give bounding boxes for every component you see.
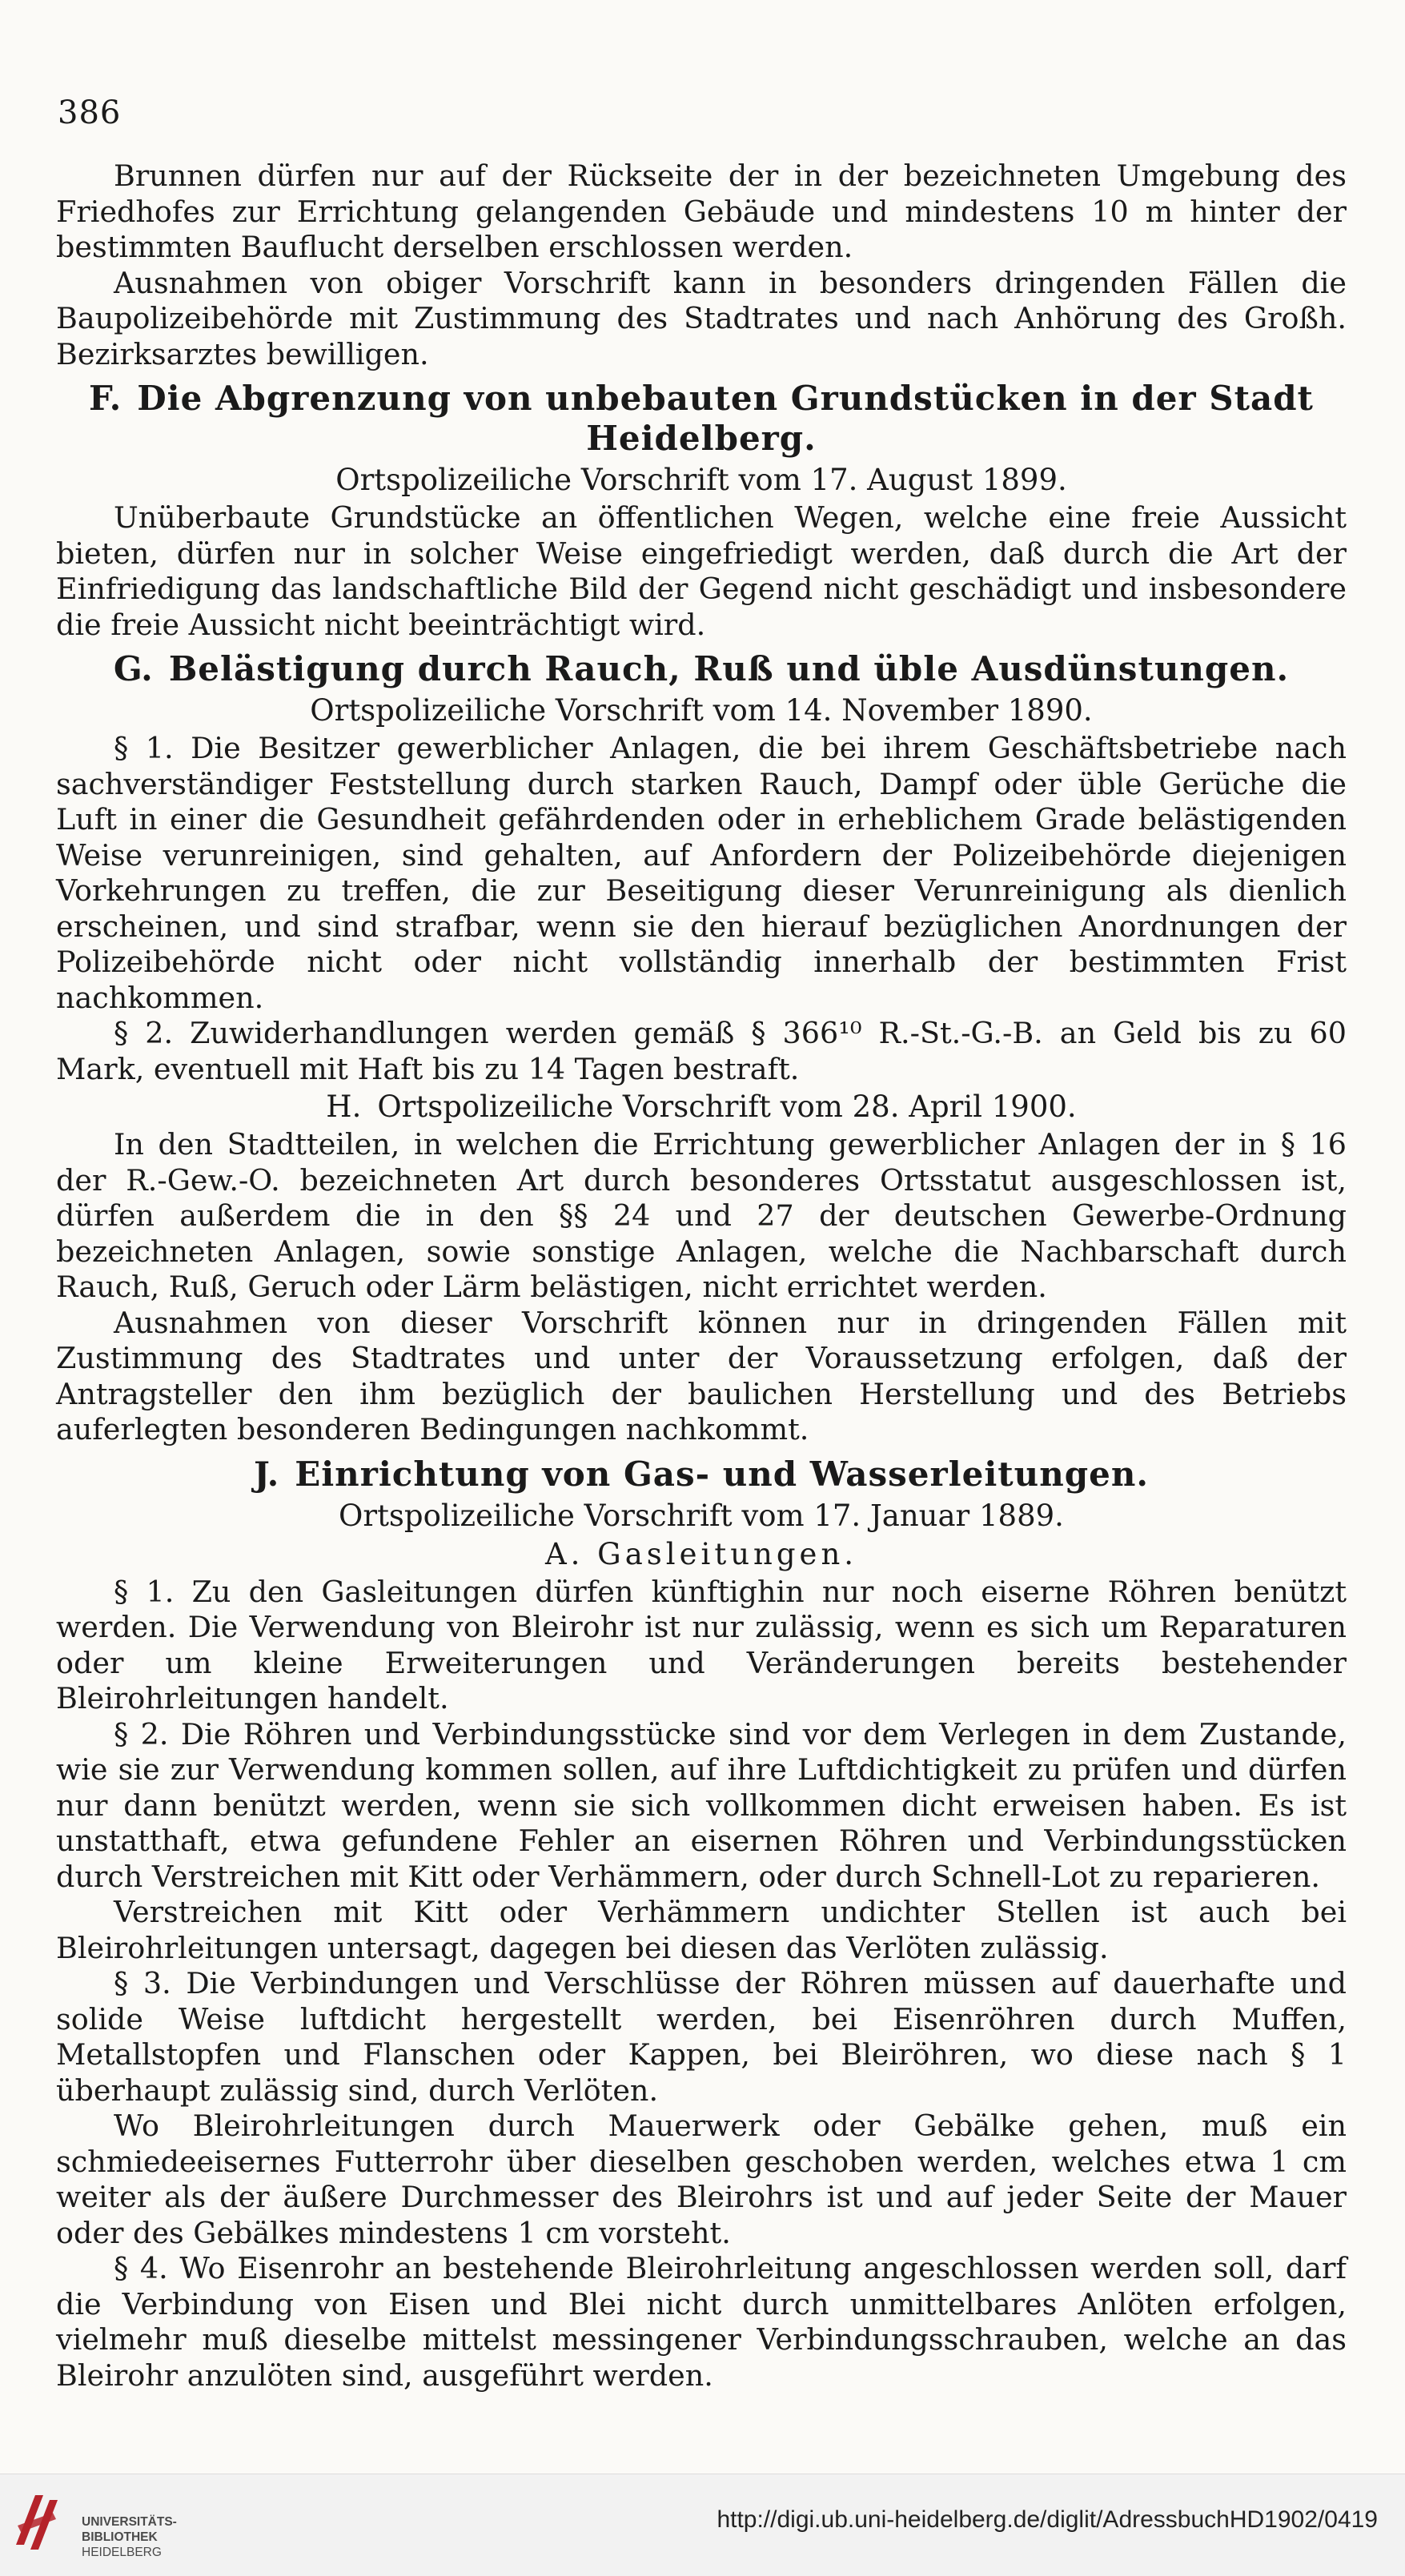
footer-bar xyxy=(0,2474,1405,2576)
section-h-paragraph: Ausnahmen von dieser Vorschrift können nur in dringenden Fällen mit Zustimmung des Stadtrates und unter der Voraussetzung erfolgen, daß der Antragsteller den ihm bezüglich der baulichen Herstellung und des Betriebs auferlegten besonderen Bedingungen nachkommt. xyxy=(56,1305,1347,1446)
source-url-link[interactable]: http://digi.ub.uni-heidelberg.de/diglit/AdressbuchHD1902/0419 xyxy=(717,2506,1378,2533)
section-j-heading xyxy=(56,1455,1347,1495)
page-content xyxy=(56,158,1347,2393)
section-j-paragraph: Verstreichen mit Kitt oder Verhämmern undichter Stellen ist auch bei Bleirohrleitungen untersagt, dagegen bei diesen das Verlöten zulässig. xyxy=(56,1895,1347,1965)
section-f-subtitle: Ortspolizeiliche Vorschrift vom 17. August 1899. xyxy=(335,463,1067,497)
library-name-line: HEIDELBERG xyxy=(82,2546,162,2559)
section-f-title: Die Abgrenzung von unbebauten Grundstücken in der Stadt Heidelberg. xyxy=(137,379,1314,458)
section-g-letter: G. xyxy=(113,649,153,688)
library-name xyxy=(82,2514,177,2560)
library-name-line: UNIVERSITÄTS- xyxy=(82,2515,177,2529)
section-h-heading xyxy=(56,1089,1347,1125)
section-j-paragraph: § 4. Wo Eisenrohr an bestehende Bleirohrleitung angeschlossen werden soll, darf die Verbindung von Eisen und Blei nicht durch unmittelbares Anlöten erfolgen, vielmehr muß dieselbe mittelst messingener Verbindungsschrauben, welche an das Bleirohr anzulöten sind, ausgeführt werden. xyxy=(56,2251,1347,2393)
library-seal-icon xyxy=(11,2489,67,2558)
page-number: 386 xyxy=(58,94,122,131)
section-j-paragraph: § 2. Die Röhren und Verbindungsstücke sind vor dem Verlegen in dem Zustande, wie sie zur Verwendung kommen sollen, auf ihre Luftdichtigkeit zu prüfen und dürfen nur dann benützt werden, wenn sie sich vollkommen dicht erweisen haben. Es ist unstatthaft, etwa gefundene Fehler an eisernen Röhren und Verbindungsstücken durch Verstreichen mit Kitt oder Verhämmern, oder durch Schnell-Lot zu reparieren. xyxy=(56,1716,1347,1894)
section-h-subtitle: Ortspolizeiliche Vorschrift vom 28. April 1900. xyxy=(377,1089,1077,1124)
section-g-paragraph: § 2. Zuwiderhandlungen werden gemäß § 366¹⁰ R.-St.-G.-B. an Geld bis zu 60 Mark, eventuell mit Haft bis zu 14 Tagen bestraft. xyxy=(56,1016,1347,1086)
library-name-line: BIBLIOTHEK xyxy=(82,2530,158,2544)
intro-paragraph: Ausnahmen von obiger Vorschrift kann in besonders dringenden Fällen die Baupolizeibehörde mit Zustimmung des Stadtrates und nach Anhörung des Großh. Bezirksarztes bewilligen. xyxy=(56,265,1347,371)
section-j-letter: J. xyxy=(253,1454,279,1494)
section-j-paragraph: § 1. Zu den Gasleitungen dürfen künftighin nur noch eiserne Röhren benützt werden. Die Verwendung von Bleirohr ist nur zulässig, wenn es sich um Reparaturen oder um kleine Erweiterungen und Veränderungen bereits bestehender Bleirohrleitungen handelt. xyxy=(56,1574,1347,1715)
section-g-paragraph: § 1. Die Besitzer gewerblicher Anlagen, die bei ihrem Geschäftsbetriebe nach sachverständiger Feststellung durch starken Rauch, Dampf oder üble Gerüche die Luft in einer die Gesundheit gefährdenden oder in erheblichem Grade belästigenden Weise verunreinigen, sind gehalten, auf Anfordern der Polizeibehörde diejenigen Vorkehrungen zu treffen, die zur Beseitigung dieser Verunreinigung als dienlich erscheinen, und sind strafbar, wenn sie den hierauf bezüglichen Anordnungen der Polizeibehörde nicht oder nicht vollständig innerhalb der bestimmten Frist nachkommen. xyxy=(56,731,1347,1015)
section-j-subsection: A. Gasleitungen. xyxy=(544,1536,858,1571)
section-j-paragraph: § 3. Die Verbindungen und Verschlüsse der Röhren müssen auf dauerhafte und solide Weise luftdicht hergestellt werden, bei Eisenröhren durch Muffen, Metallstopfen und Flanschen oder Kappen, bei Bleiröhren, wo diese nach § 1 überhaupt zulässig sind, durch Verlöten. xyxy=(56,1966,1347,2108)
library-logo[interactable] xyxy=(11,2489,195,2558)
section-g-subtitle: Ortspolizeiliche Vorschrift vom 14. November 1890. xyxy=(310,693,1093,728)
section-f-paragraph: Unüberbaute Grundstücke an öffentlichen Wegen, welche eine freie Aussicht bieten, dürfen nur in solcher Weise eingefriedigt werden, daß durch die Art der Einfriedigung das landschaftliche Bild der Gegend nicht geschädigt und insbesondere die freie Aussicht nicht beeinträchtigt wird. xyxy=(56,500,1347,642)
intro-paragraph: Brunnen dürfen nur auf der Rückseite der in der bezeichneten Umgebung des Friedhofes zur Errichtung gelangenden Gebäude und mindestens 10 m hinter der bestimmten Bauflucht derselben erschlossen werden. xyxy=(56,158,1347,264)
section-g-heading xyxy=(56,649,1347,689)
section-f-letter: F. xyxy=(89,379,122,418)
section-h-letter: H. xyxy=(326,1089,362,1124)
section-f-heading xyxy=(56,379,1347,459)
section-j-subtitle: Ortspolizeiliche Vorschrift vom 17. Januar 1889. xyxy=(339,1498,1064,1533)
section-j-paragraph: Wo Bleirohrleitungen durch Mauerwerk oder Gebälke gehen, muß ein schmiedeeisernes Futterrohr über dieselben geschoben werden, welches etwa 1 cm weiter als der äußere Durchmesser des Bleirohrs ist und auf jeder Seite der Mauer oder des Gebälkes mindestens 1 cm vorsteht. xyxy=(56,2109,1347,2250)
section-j-title: Einrichtung von Gas- und Wasserleitungen. xyxy=(295,1454,1150,1494)
section-h-paragraph: In den Stadtteilen, in welchen die Errichtung gewerblicher Anlagen der in § 16 der R.-Gew.-O. bezeichneten Art durch besonderes Ortsstatut ausgeschlossen ist, dürfen außerdem die in den §§ 24 und 27 der deutschen Gewerbe-Ordnung bezeichneten Anlagen, sowie sonstige Anlagen, welche die Nachbarschaft durch Rauch, Ruß, Geruch oder Lärm belästigen, nicht errichtet werden. xyxy=(56,1127,1347,1304)
section-g-title: Belästigung durch Rauch, Ruß und üble Ausdünstungen. xyxy=(168,649,1290,688)
